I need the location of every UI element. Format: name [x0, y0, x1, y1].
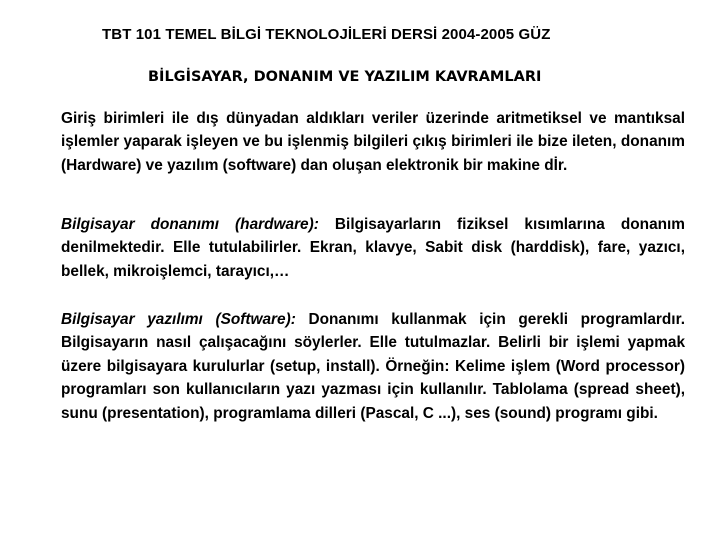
hardware-paragraph	[61, 213, 685, 283]
software-term: Bilgisayar yazılımı (Software):	[61, 311, 296, 328]
software-paragraph	[61, 308, 685, 425]
hardware-text: Bilgisayarların fiziksel kısımlarına donanım denilmektedir. Elle tutulabilirler. Ekran, klavye, Sabit disk (harddisk), fare, yazıcı, bellek, mikroişlemci, tarayıcı,…	[61, 216, 685, 280]
hardware-term: Bilgisayar donanımı (hardware):	[61, 216, 319, 233]
intro-text: Giriş birimleri ile dış dünyadan aldıkları veriler üzerinde aritmetiksel ve mantıksal işlemler yaparak işleyen ve bu işlenmiş bilgileri çıkış birimleri ile bize ileten, donanım (Hardware) ve yazılım (software) dan oluşan elektronik bir makine dİr.	[61, 110, 685, 174]
course-title: TBT 101 TEMEL BİLGİ TEKNOLOJİLERİ DERSİ 2004-2005 GÜZ	[102, 26, 551, 43]
topic-title: BİLGİSAYAR, DONANIM VE YAZILIM KAVRAMLARI	[148, 69, 542, 85]
software-text: Donanımı kullanmak için gerekli programlardır. Bilgisayarın nasıl çalışacağını söylerler. Elle tutulmazlar. Belirli bir işlemi yapmak üzere bilgisayara kurulurlar (setup, install). Örneğin: Kelime işlem (Word processor) programları son kullanıcıların yazı yazması için kullanılır. Tablolama (spread sheet), sunu (presentation), programlama dilleri (Pascal, C ...), ses (sound) programı gibi.	[61, 311, 685, 422]
intro-paragraph	[61, 107, 685, 177]
